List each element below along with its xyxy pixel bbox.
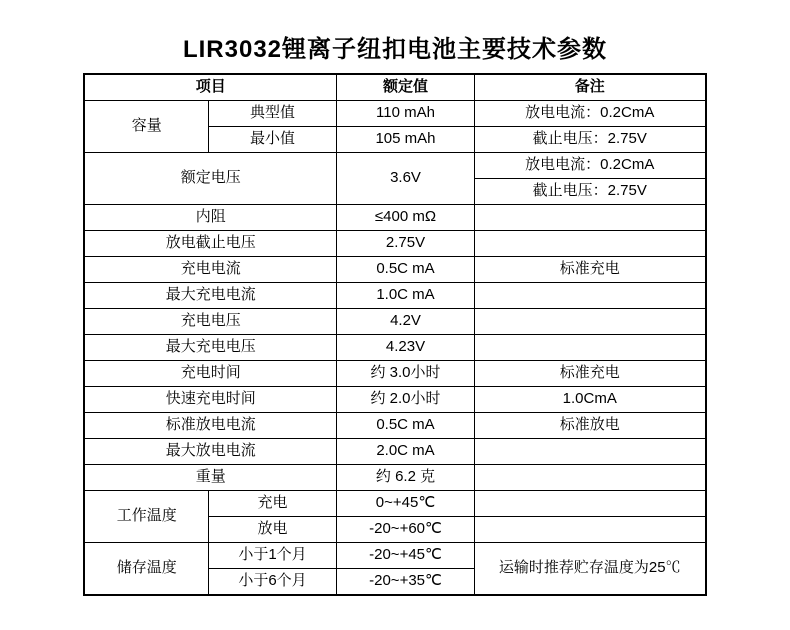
table-row-standard-discharge-current xyxy=(84,413,705,439)
page-title: LIR3032锂离子纽扣电池主要技术参数 xyxy=(182,36,608,63)
row-remark: 标准充电 xyxy=(475,361,706,387)
row-value: 0~+45℃ xyxy=(337,491,475,517)
row-remark xyxy=(475,231,706,257)
row-remark xyxy=(475,205,706,231)
row-item-label: 最大充电电压 xyxy=(84,335,336,361)
row-item-label: 工作温度 xyxy=(84,491,208,543)
row-value: -20~+45℃ xyxy=(337,543,475,569)
table-header-row xyxy=(84,74,705,101)
row-remark xyxy=(475,491,706,517)
row-remark: 放电电流：0.2CmA xyxy=(475,101,706,127)
row-item-label: 充电电压 xyxy=(84,309,336,335)
row-remark xyxy=(475,309,706,335)
column-header-item: 项目 xyxy=(84,74,336,101)
table-row-weight xyxy=(84,465,705,491)
row-remark xyxy=(475,283,706,309)
spec-table xyxy=(83,73,706,596)
table-row-discharge-cutoff-voltage xyxy=(84,231,705,257)
row-remark: 1.0CmA xyxy=(475,387,706,413)
row-item-label: 额定电压 xyxy=(84,153,336,205)
row-remark: 截止电压：2.75V xyxy=(475,179,706,205)
row-value: 约 3.0小时 xyxy=(337,361,475,387)
row-item-label: 重量 xyxy=(84,465,336,491)
row-sub-label: 小于6个月 xyxy=(208,569,336,596)
row-value: 0.5C mA xyxy=(337,257,475,283)
row-remark xyxy=(475,465,706,491)
table-row-capacity-typical xyxy=(84,101,705,127)
row-sub-label: 典型值 xyxy=(208,101,336,127)
row-remark: 标准放电 xyxy=(475,413,706,439)
row-value: 约 6.2 克 xyxy=(337,465,475,491)
row-item-label: 快速充电时间 xyxy=(84,387,336,413)
row-value: 4.23V xyxy=(337,335,475,361)
row-remark xyxy=(475,335,706,361)
table-row-max-discharge-current xyxy=(84,439,705,465)
row-value: -20~+35℃ xyxy=(337,569,475,596)
row-item-label: 内阻 xyxy=(84,205,336,231)
row-value: 约 2.0小时 xyxy=(337,387,475,413)
row-remark xyxy=(475,517,706,543)
table-row-internal-resistance xyxy=(84,205,705,231)
row-item-label: 储存温度 xyxy=(84,543,208,596)
column-header-rated: 额定值 xyxy=(337,74,475,101)
table-row-charge-time xyxy=(84,361,705,387)
row-remark: 运输时推荐贮存温度为25℃ xyxy=(475,543,706,596)
row-value: 105 mAh xyxy=(337,127,475,153)
row-sub-label: 放电 xyxy=(208,517,336,543)
row-remark: 截止电压：2.75V xyxy=(475,127,706,153)
row-item-label: 标准放电电流 xyxy=(84,413,336,439)
column-header-remark: 备注 xyxy=(475,74,706,101)
table-row-charge-current xyxy=(84,257,705,283)
row-value: 110 mAh xyxy=(337,101,475,127)
table-row-max-charge-voltage xyxy=(84,335,705,361)
table-row-operating-temp-charge xyxy=(84,491,705,517)
row-sub-label: 充电 xyxy=(208,491,336,517)
row-value: -20~+60℃ xyxy=(337,517,475,543)
row-value: 1.0C mA xyxy=(337,283,475,309)
row-value: 3.6V xyxy=(337,153,475,205)
row-item-label: 放电截止电压 xyxy=(84,231,336,257)
table-row-storage-temp-1month xyxy=(84,543,705,569)
row-value: 4.2V xyxy=(337,309,475,335)
row-sub-label: 小于1个月 xyxy=(208,543,336,569)
row-value: ≤400 mΩ xyxy=(337,205,475,231)
row-item-label: 充电电流 xyxy=(84,257,336,283)
row-item-label: 充电时间 xyxy=(84,361,336,387)
row-remark: 放电电流：0.2CmA xyxy=(475,153,706,179)
table-row-max-charge-current xyxy=(84,283,705,309)
table-row-fast-charge-time xyxy=(84,387,705,413)
row-remark xyxy=(475,439,706,465)
row-value: 2.75V xyxy=(337,231,475,257)
row-value: 2.0C mA xyxy=(337,439,475,465)
row-value: 0.5C mA xyxy=(337,413,475,439)
row-remark: 标准充电 xyxy=(475,257,706,283)
table-row-charge-voltage xyxy=(84,309,705,335)
row-sub-label: 最小值 xyxy=(208,127,336,153)
row-item-label: 容量 xyxy=(84,101,208,153)
row-item-label: 最大充电电流 xyxy=(84,283,336,309)
table-row-nominal-voltage xyxy=(84,153,705,179)
row-item-label: 最大放电电流 xyxy=(84,439,336,465)
